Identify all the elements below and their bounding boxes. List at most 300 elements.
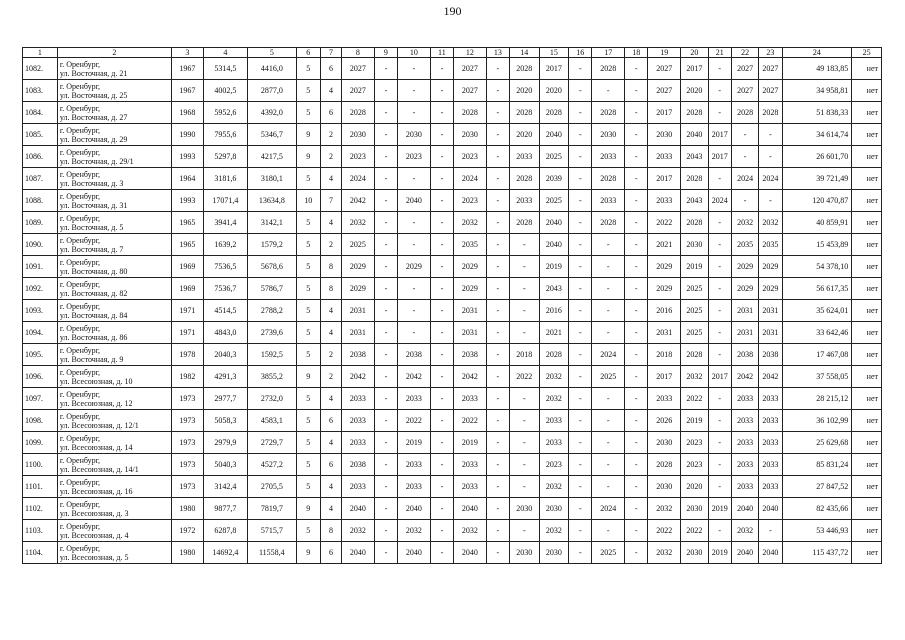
cell-col-4: 5952,6 [203, 102, 247, 124]
cell-col-11: - [430, 322, 453, 344]
address-cell [57, 190, 171, 212]
cell-col-11: - [430, 410, 453, 432]
cell-col-17: - [592, 80, 625, 102]
cell-col-23: 2035 [759, 234, 782, 256]
cell-col-22: - [731, 124, 758, 146]
table-row [23, 300, 882, 322]
cell-col-5: 11558,4 [248, 542, 297, 564]
row-number: 1093. [23, 300, 58, 322]
cell-col-9: - [374, 190, 397, 212]
cell-col-6: 5 [296, 520, 320, 542]
cell-col-23: 2027 [759, 80, 782, 102]
cell-col-8: 2042 [342, 190, 375, 212]
cell-col-18: - [625, 388, 648, 410]
cell-col-13: - [486, 234, 509, 256]
cell-col-17: 2025 [592, 366, 625, 388]
cell-col-3: 1982 [171, 366, 203, 388]
cell-col-19: 2017 [648, 102, 681, 124]
cell-col-7: 4 [320, 498, 341, 520]
address-cell [57, 80, 171, 102]
cell-col-11: - [430, 542, 453, 564]
cell-col-22: 2031 [731, 322, 758, 344]
cell-col-20: 2040 [681, 124, 708, 146]
cell-col-24: 33 642,46 [782, 322, 852, 344]
cell-col-19: 2021 [648, 234, 681, 256]
column-number-header: 19 [648, 48, 681, 58]
cell-col-10: 2023 [398, 146, 431, 168]
cell-col-13: - [486, 476, 509, 498]
cell-col-21: - [708, 234, 731, 256]
cell-col-3: 1990 [171, 124, 203, 146]
column-number-header: 16 [569, 48, 592, 58]
cell-col-22: 2032 [731, 212, 758, 234]
cell-col-20: 2020 [681, 80, 708, 102]
cell-col-10: 2038 [398, 344, 431, 366]
cell-col-4: 4291,3 [203, 366, 247, 388]
row-number: 1083. [23, 80, 58, 102]
column-number-header: 24 [782, 48, 852, 58]
page-number: 190 [443, 4, 462, 18]
cell-col-11: - [430, 256, 453, 278]
cell-col-16: - [569, 124, 592, 146]
cell-col-8: 2032 [342, 520, 375, 542]
cell-col-21: - [708, 454, 731, 476]
row-number: 1100. [23, 454, 58, 476]
column-number-header: 14 [510, 48, 540, 58]
cell-col-14: 2033 [510, 190, 540, 212]
cell-col-14: - [510, 520, 540, 542]
cell-col-8: 2040 [342, 498, 375, 520]
row-number: 1089. [23, 212, 58, 234]
cell-col-5: 2877,0 [248, 80, 297, 102]
cell-col-13: - [486, 432, 509, 454]
address-cell [57, 322, 171, 344]
cell-col-17: 2028 [592, 58, 625, 80]
cell-col-14: 2022 [510, 366, 540, 388]
cell-col-22: 2040 [731, 498, 758, 520]
cell-col-5: 5678,6 [248, 256, 297, 278]
table-row [23, 454, 882, 476]
row-number: 1102. [23, 498, 58, 520]
cell-col-16: - [569, 432, 592, 454]
column-number-header: 22 [731, 48, 758, 58]
cell-col-9: - [374, 300, 397, 322]
cell-col-10: 2029 [398, 256, 431, 278]
cell-col-6: 5 [296, 344, 320, 366]
cell-col-6: 5 [296, 410, 320, 432]
cell-col-24: 25 629,68 [782, 432, 852, 454]
address-street: ул. Всесоюзная, д. 10 [59, 376, 133, 386]
cell-col-9: - [374, 58, 397, 80]
cell-col-21: - [708, 476, 731, 498]
address-cell [57, 256, 171, 278]
cell-col-14: - [510, 278, 540, 300]
column-number-header: 11 [430, 48, 453, 58]
cell-col-25: нет [852, 388, 882, 410]
cell-col-19: 2030 [648, 124, 681, 146]
cell-col-4: 14692,4 [203, 542, 247, 564]
address-cell [57, 432, 171, 454]
cell-col-20: 2020 [681, 476, 708, 498]
address-street: ул. Восточная, д. 5 [59, 222, 124, 232]
cell-col-13: - [486, 146, 509, 168]
cell-col-16: - [569, 454, 592, 476]
table-row [23, 168, 882, 190]
cell-col-17: - [592, 454, 625, 476]
cell-col-17: - [592, 300, 625, 322]
table-row [23, 388, 882, 410]
cell-col-13: - [486, 212, 509, 234]
cell-col-8: 2029 [342, 256, 375, 278]
cell-col-6: 5 [296, 256, 320, 278]
table-row [23, 190, 882, 212]
column-number-header: 21 [708, 48, 731, 58]
cell-col-20: 2043 [681, 190, 708, 212]
cell-col-24: 17 467,08 [782, 344, 852, 366]
table-row [23, 146, 882, 168]
cell-col-13: - [486, 322, 509, 344]
cell-col-17: - [592, 520, 625, 542]
cell-col-23: - [759, 190, 782, 212]
cell-col-19: 2032 [648, 498, 681, 520]
cell-col-14: - [510, 454, 540, 476]
column-number-header: 18 [625, 48, 648, 58]
cell-col-6: 5 [296, 234, 320, 256]
cell-col-13: - [486, 278, 509, 300]
cell-col-14: 2030 [510, 498, 540, 520]
cell-col-21: - [708, 432, 731, 454]
address-cell [57, 146, 171, 168]
cell-col-23: 2033 [759, 476, 782, 498]
cell-col-17: 2030 [592, 124, 625, 146]
cell-col-5: 4527,2 [248, 454, 297, 476]
cell-col-17: 2033 [592, 146, 625, 168]
cell-col-21: 2017 [708, 366, 731, 388]
cell-col-22: 2033 [731, 476, 758, 498]
address-city: г. Оренбург, [59, 323, 100, 333]
cell-col-24: 36 102,99 [782, 410, 852, 432]
address-street: ул. Восточная, д. 31 [59, 200, 128, 210]
cell-col-9: - [374, 124, 397, 146]
cell-col-3: 1967 [171, 80, 203, 102]
cell-col-24: 27 847,52 [782, 476, 852, 498]
address-street: ул. Всесоюзная, д. 14 [59, 442, 133, 452]
cell-col-10: - [398, 102, 431, 124]
row-number: 1099. [23, 432, 58, 454]
column-number-header: 17 [592, 48, 625, 58]
column-number-header: 1 [23, 48, 58, 58]
address-cell [57, 366, 171, 388]
cell-col-13: - [486, 344, 509, 366]
address-street: ул. Восточная, д. 9 [59, 354, 124, 364]
address-city: г. Оренбург, [59, 235, 100, 245]
cell-col-16: - [569, 102, 592, 124]
cell-col-14: - [510, 476, 540, 498]
cell-col-9: - [374, 432, 397, 454]
cell-col-20: 2017 [681, 58, 708, 80]
address-street: ул. Всесоюзная, д. 4 [59, 530, 129, 540]
cell-col-7: 6 [320, 542, 341, 564]
cell-col-13: - [486, 124, 509, 146]
cell-col-6: 5 [296, 80, 320, 102]
cell-col-24: 26 601,70 [782, 146, 852, 168]
column-number-header: 15 [539, 48, 569, 58]
row-number: 1094. [23, 322, 58, 344]
cell-col-22: 2029 [731, 256, 758, 278]
cell-col-17: - [592, 322, 625, 344]
cell-col-20: 2032 [681, 366, 708, 388]
address-street: ул. Восточная, д. 7 [59, 244, 124, 254]
cell-col-7: 2 [320, 344, 341, 366]
cell-col-4: 2040,3 [203, 344, 247, 366]
cell-col-25: нет [852, 366, 882, 388]
address-cell [57, 344, 171, 366]
cell-col-16: - [569, 212, 592, 234]
row-number: 1090. [23, 234, 58, 256]
cell-col-25: нет [852, 146, 882, 168]
cell-col-16: - [569, 322, 592, 344]
cell-col-24: 54 378,10 [782, 256, 852, 278]
address-street: ул. Восточная, д. 29 [59, 134, 128, 144]
cell-col-20: 2022 [681, 520, 708, 542]
cell-col-9: - [374, 212, 397, 234]
cell-col-4: 7536,7 [203, 278, 247, 300]
cell-col-16: - [569, 344, 592, 366]
address-street: ул. Всесоюзная, д. 12 [59, 398, 133, 408]
cell-col-8: 2033 [342, 476, 375, 498]
cell-col-19: 2017 [648, 366, 681, 388]
cell-col-10: 2040 [398, 498, 431, 520]
cell-col-4: 3181,6 [203, 168, 247, 190]
cell-col-22: 2029 [731, 278, 758, 300]
cell-col-21: - [708, 58, 731, 80]
cell-col-19: 2033 [648, 388, 681, 410]
cell-col-18: - [625, 366, 648, 388]
cell-col-10: 2033 [398, 476, 431, 498]
cell-col-14: - [510, 300, 540, 322]
cell-col-9: - [374, 80, 397, 102]
cell-col-22: 2024 [731, 168, 758, 190]
cell-col-9: - [374, 366, 397, 388]
cell-col-22: 2035 [731, 234, 758, 256]
cell-col-9: - [374, 256, 397, 278]
cell-col-10: 2033 [398, 454, 431, 476]
cell-col-14: - [510, 256, 540, 278]
cell-col-21: - [708, 256, 731, 278]
cell-col-15: 2032 [539, 520, 569, 542]
cell-col-10: 2033 [398, 388, 431, 410]
cell-col-3: 1965 [171, 234, 203, 256]
cell-col-10: 2032 [398, 520, 431, 542]
cell-col-20: 2030 [681, 498, 708, 520]
cell-col-17: - [592, 234, 625, 256]
cell-col-11: - [430, 234, 453, 256]
cell-col-12: 2027 [454, 58, 487, 80]
cell-col-11: - [430, 432, 453, 454]
cell-col-18: - [625, 454, 648, 476]
row-number: 1092. [23, 278, 58, 300]
cell-col-10: 2030 [398, 124, 431, 146]
cell-col-16: - [569, 278, 592, 300]
cell-col-13: - [486, 388, 509, 410]
cell-col-10: - [398, 212, 431, 234]
cell-col-22: 2028 [731, 102, 758, 124]
cell-col-13: - [486, 168, 509, 190]
address-street: ул. Восточная, д. 27 [59, 112, 128, 122]
cell-col-9: - [374, 102, 397, 124]
cell-col-19: 2028 [648, 454, 681, 476]
cell-col-13: - [486, 80, 509, 102]
table-row [23, 278, 882, 300]
cell-col-8: 2033 [342, 410, 375, 432]
cell-col-3: 1965 [171, 212, 203, 234]
cell-col-3: 1969 [171, 278, 203, 300]
cell-col-7: 6 [320, 58, 341, 80]
address-city: г. Оренбург, [59, 257, 100, 267]
column-number-header: 4 [203, 48, 247, 58]
cell-col-8: 2024 [342, 168, 375, 190]
cell-col-18: - [625, 190, 648, 212]
cell-col-25: нет [852, 520, 882, 542]
cell-col-22: 2042 [731, 366, 758, 388]
address-city: г. Оренбург, [59, 367, 100, 377]
cell-col-19: 2031 [648, 322, 681, 344]
cell-col-15: 2032 [539, 366, 569, 388]
cell-col-18: - [625, 542, 648, 564]
cell-col-7: 4 [320, 80, 341, 102]
cell-col-10: - [398, 58, 431, 80]
cell-col-7: 2 [320, 366, 341, 388]
cell-col-9: - [374, 388, 397, 410]
cell-col-8: 2042 [342, 366, 375, 388]
cell-col-3: 1978 [171, 344, 203, 366]
cell-col-24: 56 617,35 [782, 278, 852, 300]
cell-col-20: 2025 [681, 322, 708, 344]
cell-col-14: 2020 [510, 124, 540, 146]
cell-col-24: 28 215,12 [782, 388, 852, 410]
address-cell [57, 498, 171, 520]
row-number: 1098. [23, 410, 58, 432]
cell-col-22: 2033 [731, 432, 758, 454]
cell-col-12: 2033 [454, 476, 487, 498]
address-cell [57, 300, 171, 322]
cell-col-8: 2040 [342, 542, 375, 564]
cell-col-9: - [374, 498, 397, 520]
address-street: ул. Восточная, д. 80 [59, 266, 128, 276]
cell-col-14: 2030 [510, 542, 540, 564]
column-number-header: 13 [486, 48, 509, 58]
cell-col-6: 5 [296, 278, 320, 300]
cell-col-4: 3142,4 [203, 476, 247, 498]
table-row [23, 102, 882, 124]
cell-col-15: 2028 [539, 102, 569, 124]
cell-col-7: 4 [320, 432, 341, 454]
cell-col-20: 2019 [681, 410, 708, 432]
address-city: г. Оренбург, [59, 81, 100, 91]
cell-col-10: 2022 [398, 410, 431, 432]
cell-col-6: 5 [296, 102, 320, 124]
column-number-header: 9 [374, 48, 397, 58]
cell-col-23: 2042 [759, 366, 782, 388]
address-cell [57, 278, 171, 300]
cell-col-8: 2032 [342, 212, 375, 234]
cell-col-5: 3142,1 [248, 212, 297, 234]
cell-col-11: - [430, 498, 453, 520]
cell-col-5: 2729,7 [248, 432, 297, 454]
cell-col-10: 2040 [398, 190, 431, 212]
cell-col-13: - [486, 256, 509, 278]
address-cell [57, 520, 171, 542]
cell-col-6: 5 [296, 322, 320, 344]
cell-col-19: 2016 [648, 300, 681, 322]
cell-col-3: 1973 [171, 410, 203, 432]
table-row [23, 542, 882, 564]
cell-col-17: 2024 [592, 498, 625, 520]
table-row [23, 322, 882, 344]
address-street: ул. Восточная, д. 84 [59, 310, 128, 320]
cell-col-7: 4 [320, 168, 341, 190]
cell-col-9: - [374, 476, 397, 498]
cell-col-23: 2033 [759, 410, 782, 432]
cell-col-13: - [486, 102, 509, 124]
cell-col-7: 4 [320, 476, 341, 498]
cell-col-7: 2 [320, 234, 341, 256]
cell-col-22: 2033 [731, 410, 758, 432]
address-cell [57, 388, 171, 410]
address-cell [57, 168, 171, 190]
cell-col-5: 2732,0 [248, 388, 297, 410]
cell-col-21: - [708, 388, 731, 410]
table-row [23, 366, 882, 388]
cell-col-20: 2025 [681, 278, 708, 300]
cell-col-4: 3941,4 [203, 212, 247, 234]
cell-col-8: 2038 [342, 454, 375, 476]
cell-col-15: 2021 [539, 322, 569, 344]
cell-col-3: 1973 [171, 388, 203, 410]
cell-col-7: 4 [320, 388, 341, 410]
column-number-header: 23 [759, 48, 782, 58]
address-street: ул. Всесоюзная, д. 14/1 [59, 464, 139, 474]
cell-col-20: 2022 [681, 388, 708, 410]
cell-col-11: - [430, 190, 453, 212]
cell-col-3: 1980 [171, 498, 203, 520]
cell-col-15: 2016 [539, 300, 569, 322]
cell-col-5: 4583,1 [248, 410, 297, 432]
cell-col-17: 2028 [592, 212, 625, 234]
cell-col-24: 120 470,87 [782, 190, 852, 212]
cell-col-6: 10 [296, 190, 320, 212]
cell-col-11: - [430, 454, 453, 476]
address-city: г. Оренбург, [59, 59, 100, 69]
cell-col-9: - [374, 344, 397, 366]
cell-col-11: - [430, 212, 453, 234]
cell-col-14: 2028 [510, 168, 540, 190]
cell-col-21: 2017 [708, 146, 731, 168]
cell-col-12: 2031 [454, 300, 487, 322]
cell-col-20: 2030 [681, 542, 708, 564]
cell-col-16: - [569, 366, 592, 388]
cell-col-18: - [625, 58, 648, 80]
cell-col-9: - [374, 410, 397, 432]
cell-col-7: 6 [320, 410, 341, 432]
cell-col-16: - [569, 168, 592, 190]
cell-col-20: 2030 [681, 234, 708, 256]
cell-col-21: - [708, 212, 731, 234]
cell-col-25: нет [852, 476, 882, 498]
row-number: 1082. [23, 58, 58, 80]
cell-col-19: 2030 [648, 432, 681, 454]
cell-col-21: - [708, 520, 731, 542]
